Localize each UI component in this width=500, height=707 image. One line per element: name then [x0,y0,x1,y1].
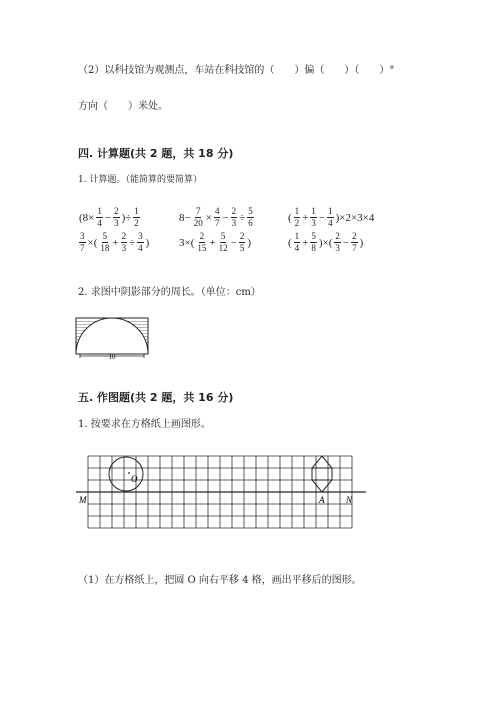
fraction: $\frac{2}{3}$ [121,231,127,253]
operator: 8− [179,211,191,224]
operator: − [342,236,350,249]
operator: ÷ [129,236,136,249]
operator: ) [145,236,150,249]
operator: + [302,211,309,224]
label-o: O [131,474,138,484]
fraction: $\frac{5}{8}$ [311,231,316,253]
fraction: $\frac{1}{4}$ [328,206,333,228]
operator: (8× [79,211,95,224]
fraction: $\frac{3}{7}$ [80,231,85,253]
operator: ( [288,236,292,249]
operator: − [222,211,229,224]
fraction: $\frac{3}{4}$ [138,231,143,253]
operator: ÷ [239,211,246,224]
fraction: $\frac{2}{3}$ [231,206,237,228]
operator: 3×( [179,236,195,249]
fraction: $\frac{1}{2}$ [134,206,139,228]
expression-2 [178,207,255,228]
operator: ) [359,236,364,249]
operator: − [104,211,112,224]
question-drawing-1: 1. 按要求在方格纸上画图形。 [78,419,211,430]
operator: )×2×3×4 [335,211,375,224]
operator: + [112,236,119,249]
operator: ×( [87,236,98,249]
label-m: M [79,495,87,505]
shaded-semicircle-figure [74,312,154,362]
operator: )÷ [121,211,132,224]
question-part2-line2: 方向（ ）米处。 [78,101,168,112]
grid-paper-figure [76,450,366,530]
fraction: $\frac{1}{3}$ [311,206,316,228]
operator: − [230,236,237,249]
label-n: N [346,495,353,505]
kite-shape [312,456,332,492]
fraction: $\frac{2}{15}$ [197,231,207,253]
fraction: $\frac{5}{12}$ [218,231,228,253]
question-calculation-1: 1. 计算题。（能简算的要简算） [78,175,202,185]
expression-5 [178,232,252,253]
fraction: $\frac{5}{6}$ [248,206,253,228]
circle-o [109,457,143,491]
section-title-calculation: 四. 计算题(共 2 题，共 18 分) [78,147,234,160]
operator: ) [247,236,251,249]
fraction: $\frac{1}{2}$ [294,206,300,228]
operator: + [209,236,216,249]
fraction: $\frac{1}{4}$ [97,206,102,228]
expression-3 [287,207,375,228]
fraction: $\frac{4}{7}$ [214,206,220,228]
expression-1 [78,207,141,228]
fraction: $\frac{2}{5}$ [239,231,245,253]
expression-6 [287,232,364,253]
question-part2-line1: （2）以科技馆为观测点，车站在科技馆的（ ）偏（ ）（ ）° [78,65,395,76]
operator: )×( [318,236,333,249]
question-drawing-1-part1: （1）在方格纸上，把圆 O 向右平移 4 格，画出平移后的图形。 [78,575,362,586]
question-calculation-2: 2. 求图中阴影部分的周长。（单位：cm） [78,287,261,298]
fraction: $\frac{1}{4}$ [294,231,300,253]
fraction: $\frac{2}{3}$ [335,231,340,253]
operator: ( [288,211,292,224]
fraction: $\frac{2}{3}$ [114,206,119,228]
fraction: $\frac{7}{20}$ [193,206,203,228]
label-a: A [319,495,325,505]
operator: − [318,211,326,224]
section-title-drawing: 五. 作图题(共 2 题，共 16 分) [78,391,234,404]
expression-4 [78,232,150,253]
fraction: $\frac{5}{18}$ [100,231,110,253]
operator: × [205,211,212,224]
operator: + [302,236,309,249]
figure-length-label: 10 [108,353,116,361]
fraction: $\frac{2}{7}$ [352,231,357,253]
